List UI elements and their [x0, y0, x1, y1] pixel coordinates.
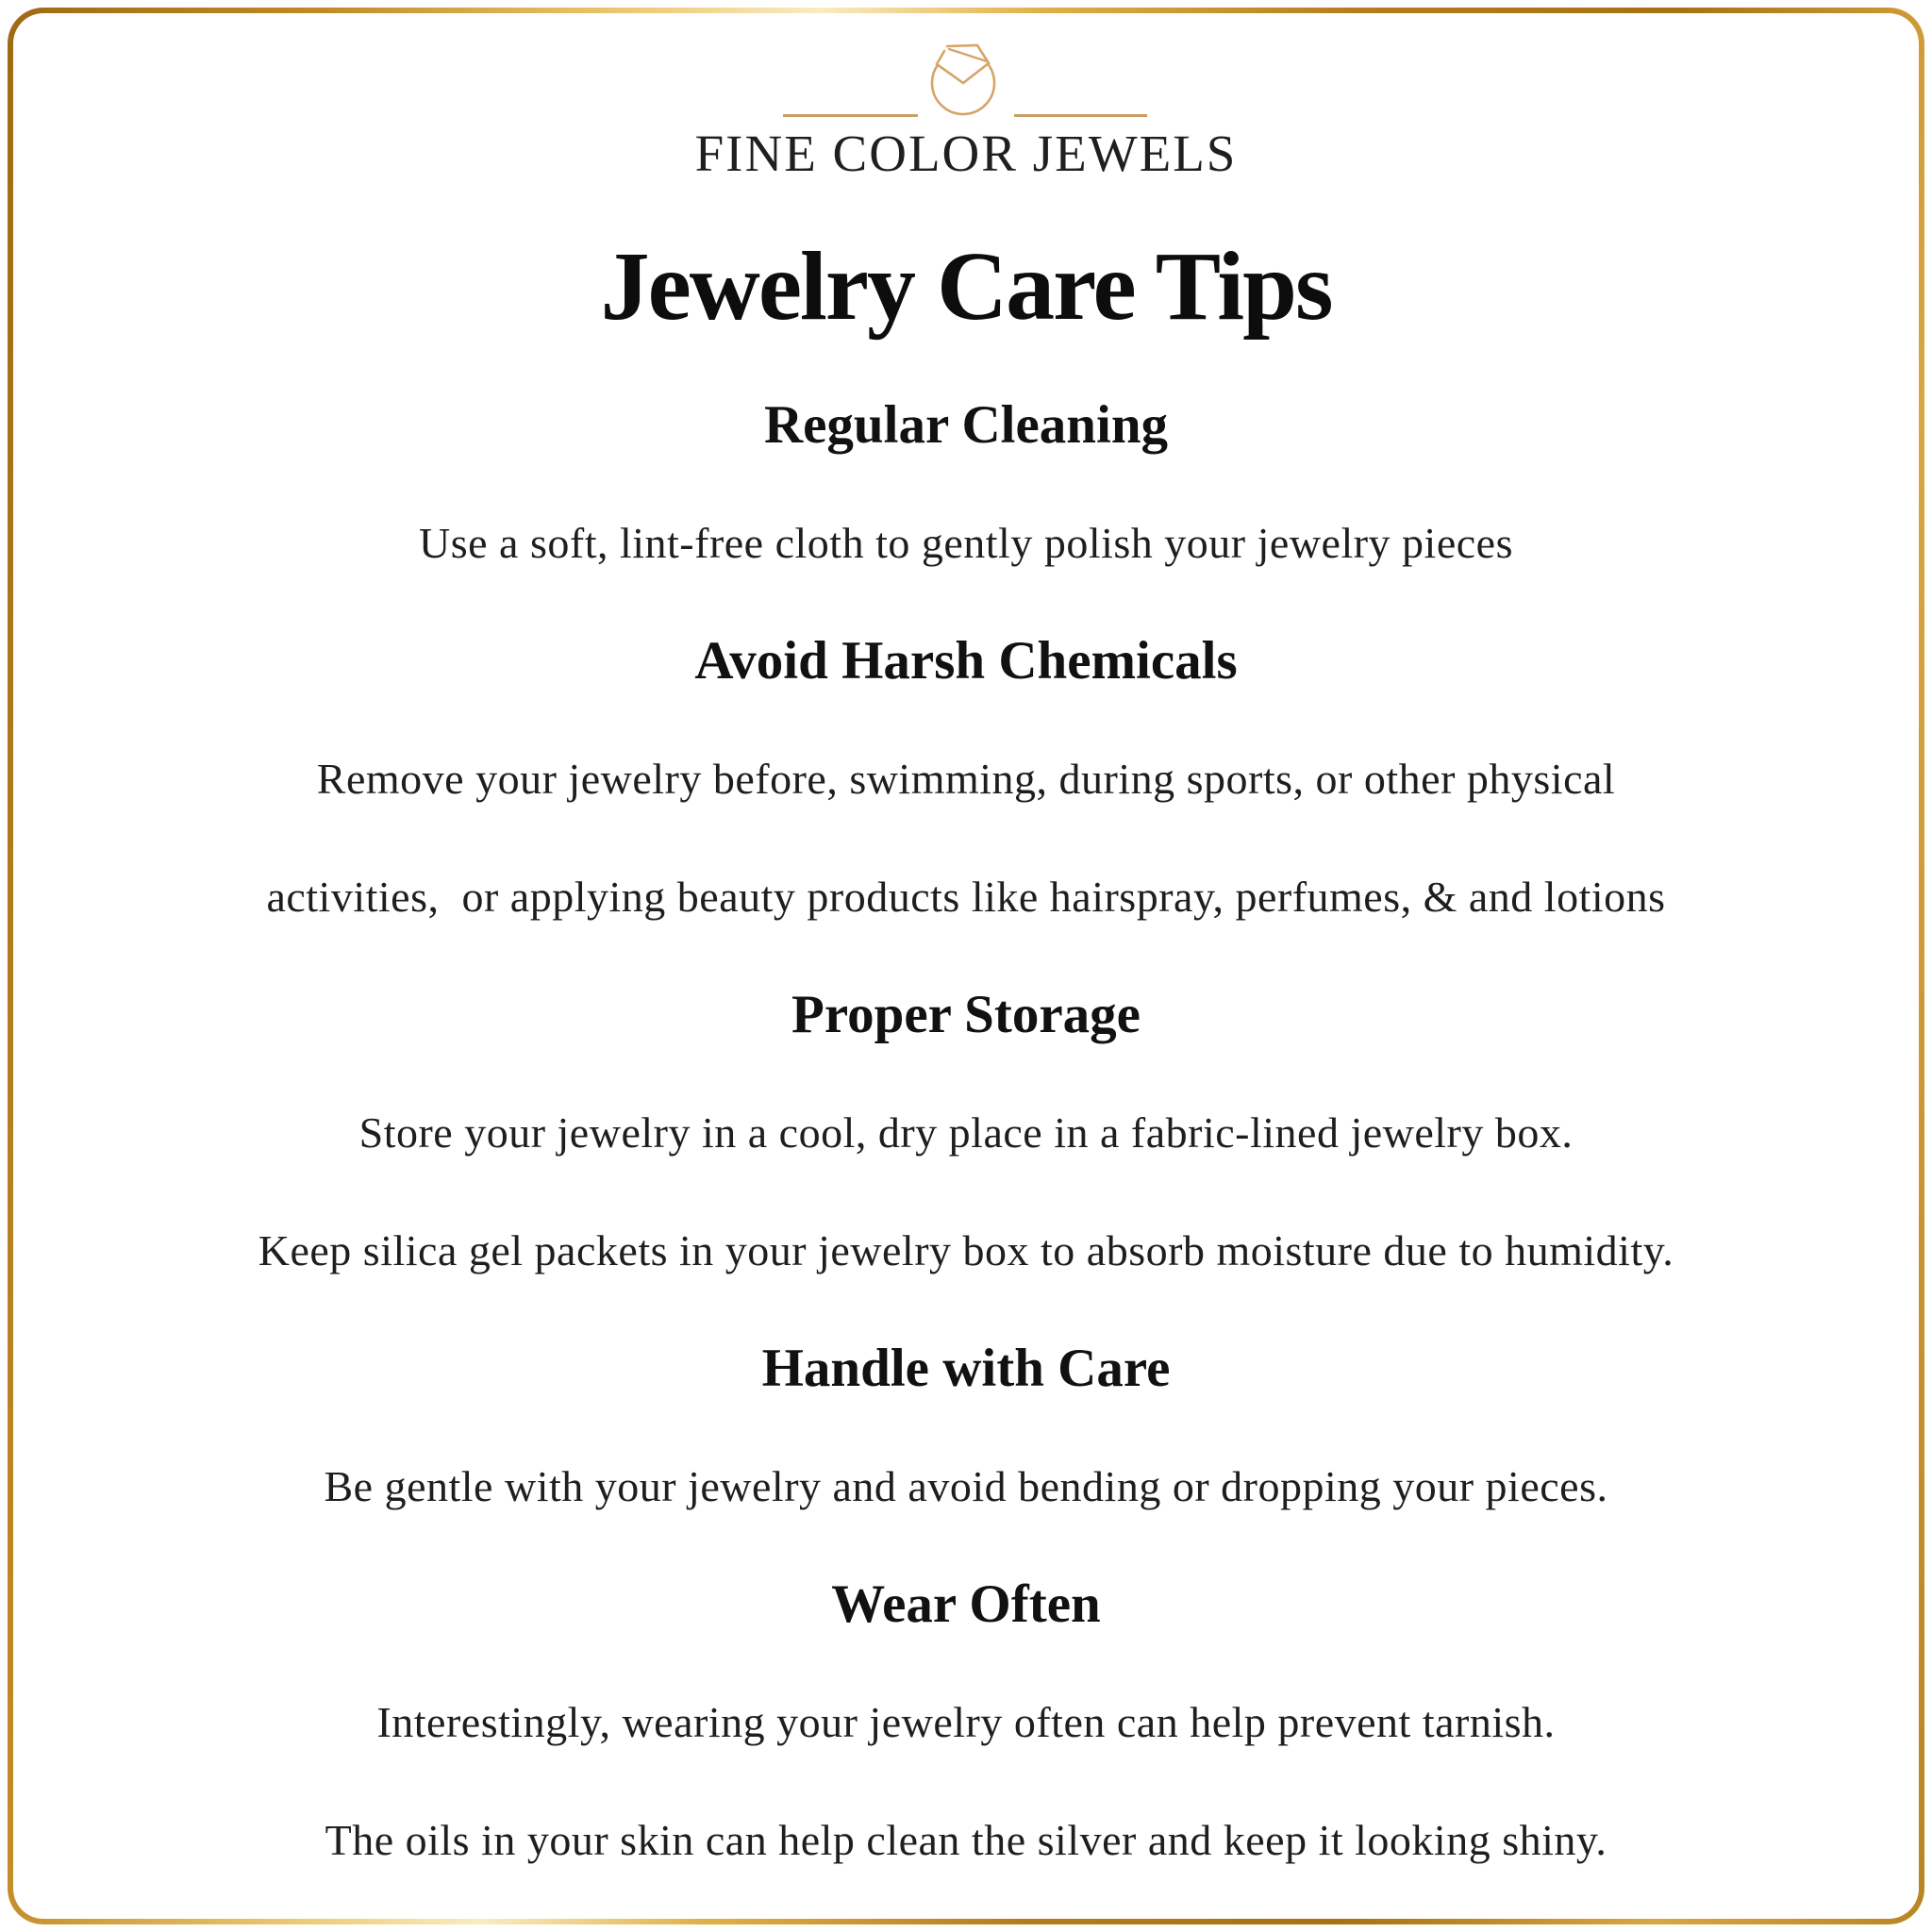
section-body-line: The oils in your skin can help clean the silver and keep it looking shiny.: [325, 1815, 1607, 1864]
page-title: Jewelry Care Tips: [600, 232, 1332, 341]
body-row: [57, 1074, 1875, 1191]
heading-row: [57, 1545, 1875, 1663]
heading-row: [57, 956, 1875, 1074]
section-body-line: Keep silica gel packets in your jewelry box to absorb moisture due to humidity.: [258, 1225, 1674, 1274]
section-heading-proper-storage: Proper Storage: [791, 985, 1141, 1044]
right-divider-line: [1014, 114, 1147, 117]
diamond-ring-icon: [907, 30, 1020, 134]
section-body-line: activities, or applying beauty products like hairspray, perfumes, & and lotions: [266, 872, 1666, 921]
section-heading-handle-with-care: Handle with Care: [761, 1339, 1171, 1398]
heading-row: [57, 366, 1875, 484]
section-body-line: Use a soft, lint-free cloth to gently polish your jewelry pieces: [419, 518, 1513, 567]
section-heading-regular-cleaning: Regular Cleaning: [763, 395, 1169, 455]
left-divider-line: [783, 114, 918, 117]
body-row: [57, 1781, 1875, 1899]
body-row: [57, 1191, 1875, 1309]
section-heading-wear-often: Wear Often: [831, 1574, 1101, 1634]
body-row: [57, 1427, 1875, 1545]
heading-row: [57, 602, 1875, 720]
section-body-line: Store your jewelry in a cool, dry place in a fabric-lined jewelry box.: [358, 1108, 1574, 1157]
body-row: [57, 838, 1875, 956]
care-tips-list: [57, 366, 1875, 1899]
heading-row: [57, 1309, 1875, 1427]
body-row: [57, 484, 1875, 602]
section-body-line: Be gentle with your jewelry and avoid bending or dropping your pieces.: [324, 1461, 1608, 1510]
body-row: [57, 720, 1875, 838]
body-row: [57, 1663, 1875, 1781]
brand-name: FINE COLOR JEWELS: [694, 125, 1238, 182]
section-body-line: Remove your jewelry before, swimming, during sports, or other physical: [316, 754, 1616, 803]
section-heading-avoid-harsh-chemicals: Avoid Harsh Chemicals: [694, 631, 1238, 691]
section-body-line: Interestingly, wearing your jewelry often can help prevent tarnish.: [376, 1697, 1556, 1746]
